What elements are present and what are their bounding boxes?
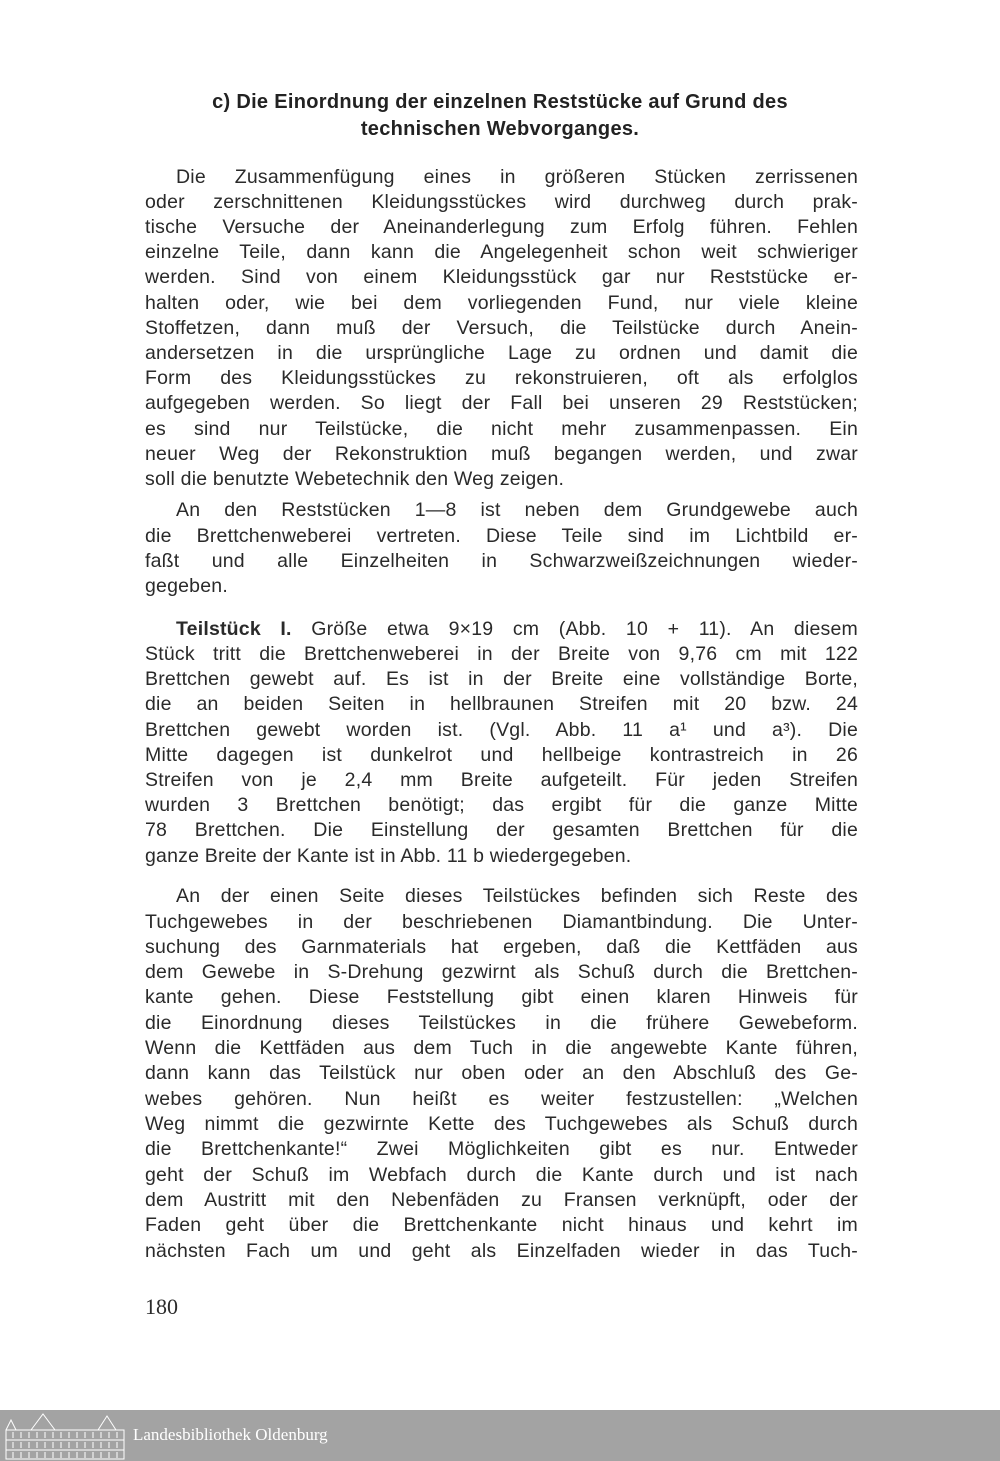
text-line: einzelne Teile, dann kann die Angelegenheit schon weit schwieriger	[145, 241, 858, 263]
text-line: Brettchen gewebt auf. Es ist in der Breite eine vollständige Borte,	[145, 668, 858, 690]
text-line: Brettchen gewebt worden ist. (Vgl. Abb. 11 a¹ und a³). Die	[145, 719, 858, 741]
text-line: webes gehören. Nun heißt es weiter festzustellen: „Welchen	[145, 1088, 858, 1110]
text-line: Form des Kleidungsstückes zu rekonstruieren, oft als erfolglos	[145, 367, 858, 389]
text-line: tische Versuche der Aneinanderlegung zum Erfolg führen. Fehlen	[145, 216, 858, 238]
text-line: andersetzen in die ursprüngliche Lage zu ordnen und damit die	[145, 342, 858, 364]
footer-bar	[0, 1410, 1000, 1461]
text-line: die Brettchenkante!“ Zwei Möglichkeiten gibt es nur. Entweder	[145, 1138, 858, 1160]
text-line-content: Größe etwa 9×19 cm (Abb. 10 + 11). An diesem	[311, 618, 858, 640]
text-line: oder zerschnittenen Kleidungsstückes wird durchweg durch prak-	[145, 191, 858, 213]
text-line: faßt und alle Einzelheiten in Schwarzweißzeichnungen wieder-	[145, 550, 858, 572]
text-line: Streifen von je 2,4 mm Breite aufgeteilt. Für jeden Streifen	[145, 769, 858, 791]
library-name: Landesbibliothek Oldenburg	[133, 1425, 328, 1444]
text-line: die Brettchenweberei vertreten. Diese Teile sind im Lichtbild er-	[145, 525, 858, 547]
text-line: An den Reststücken 1—8 ist neben dem Grundgewebe auch	[176, 499, 858, 521]
text-line: ganze Breite der Kante ist in Abb. 11 b wiedergegeben.	[145, 845, 632, 867]
text-line: Tuchgewebes in der beschriebenen Diamantbindung. Die Unter-	[145, 911, 858, 933]
text-line: aufgegeben werden. So liegt der Fall bei unseren 29 Reststücken;	[145, 392, 858, 414]
text-line: Mitte dagegen ist dunkelrot und hellbeige kontrastreich in 26	[145, 744, 858, 766]
text-line: soll die benutzte Webetechnik den Weg zeigen.	[145, 468, 565, 490]
text-line: halten oder, wie bei dem vorliegenden Fund, nur viele kleine	[145, 292, 858, 314]
text-line: die Einordnung dieses Teilstückes in die frühere Gewebeform.	[145, 1012, 858, 1034]
text-line: werden. Sind von einem Kleidungsstück gar nur Reststücke er-	[145, 266, 858, 288]
page-number: 180	[145, 1294, 178, 1319]
text-line: gegeben.	[145, 575, 228, 597]
text-line: An der einen Seite dieses Teilstückes befinden sich Reste des	[176, 885, 858, 907]
text-line: es sind nur Teilstücke, die nicht mehr zusammenpassen. Ein	[145, 418, 858, 440]
text-line: suchung des Garnmaterials hat ergeben, daß die Kettfäden aus	[145, 936, 858, 958]
text-line: Stoffetzen, dann muß der Versuch, die Teilstücke durch Anein-	[145, 317, 858, 339]
section-heading-line-2: technischen Webvorganges.	[360, 118, 640, 140]
text-line: dann kann das Teilstück nur oben oder an den Abschluß des Ge-	[145, 1062, 858, 1084]
text-line: kante gehen. Diese Feststellung gibt einen klaren Hinweis für	[145, 986, 858, 1008]
library-building-logo-icon	[3, 1412, 127, 1460]
text-line: wurden 3 Brettchen benötigt; das ergibt für die ganze Mitte	[145, 794, 858, 816]
text-line: Faden geht über die Brettchenkante nicht hinaus und kehrt im	[145, 1214, 858, 1236]
text-line: Wenn die Kettfäden aus dem Tuch in die angewebte Kante führen,	[145, 1037, 858, 1059]
subsection-lead: Teilstück I.	[176, 618, 292, 640]
section-heading-line-1: c) Die Einordnung der einzelnen Reststücke auf Grund des	[212, 91, 788, 113]
text-line: neuer Weg der Rekonstruktion muß begangen werden, und zwar	[145, 443, 858, 465]
text-line	[176, 618, 858, 641]
text-line: Die Zusammenfügung eines in größeren Stücken zerrissenen	[176, 166, 858, 188]
text-line: nächsten Fach um und geht als Einzelfaden wieder in das Tuch-	[145, 1240, 858, 1262]
text-line: die an beiden Seiten in hellbraunen Streifen mit 20 bzw. 24	[145, 693, 858, 715]
text-line: Stück tritt die Brettchenweberei in der Breite von 9,76 cm mit 122	[145, 643, 858, 665]
text-line: dem Gewebe in S-Drehung gezwirnt als Schuß durch die Brettchen-	[145, 961, 858, 983]
text-line: geht der Schuß im Webfach durch die Kante durch und ist nach	[145, 1164, 858, 1186]
text-line: dem Austritt mit den Nebenfäden zu Fransen verknüpft, oder der	[145, 1189, 858, 1211]
text-line: Weg nimmt die gezwirnte Kette des Tuchgewebes als Schuß durch	[145, 1113, 858, 1135]
text-line: 78 Brettchen. Die Einstellung der gesamten Brettchen für die	[145, 819, 858, 841]
